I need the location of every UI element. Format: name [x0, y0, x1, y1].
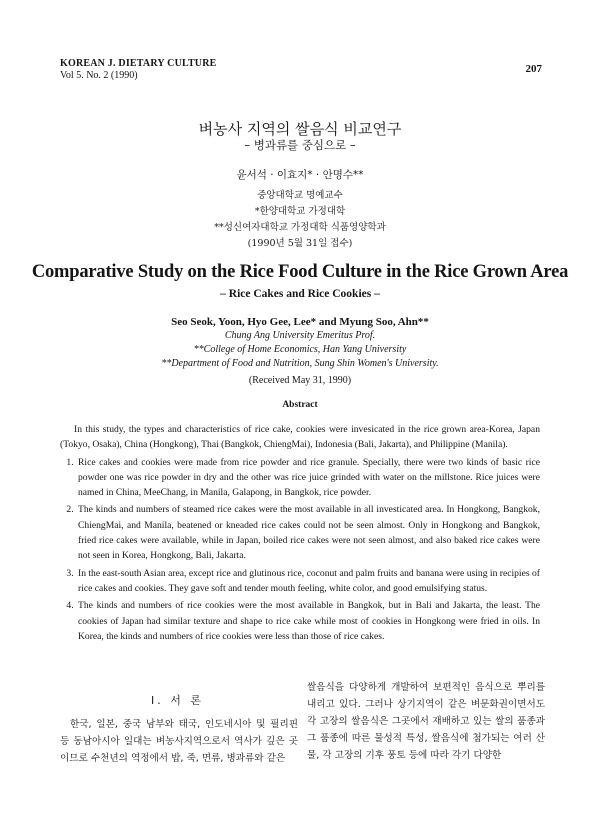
journal-volume: Vol 5. No. 2 (1990): [60, 70, 138, 81]
korean-affiliation-1: 중앙대학교 명예교수: [257, 190, 343, 201]
korean-affiliation-3: **성신여자대학교 가정대학 식품영양학과: [214, 222, 386, 233]
abstract-finding-4: 4. The kinds and numbers of rice cookies were the most available in Bangkok, but in Bali and Jakarta, the least. The cookies of Japan had similar texture and shape to rice cake while most of cookies in Hongkong were fried in oils. In Korea, the kinds and numbers of rice cookies were less than those of rice cakes.: [76, 598, 540, 644]
english-affiliation-1: Chung Ang University Emeritus Prof.: [224, 330, 376, 341]
body-right-column: [307, 679, 545, 764]
english-authors: Seo Seok, Yoon, Hyo Gee, Lee* and Myung Soo, Ahn**: [171, 316, 429, 328]
abstract-body: [60, 422, 540, 646]
body-left-column: [60, 716, 298, 767]
abstract-finding-2: 2. The kinds and numbers of steamed rice cakes were the most available in all investicated area. In Hongkong, Bangkok, ChiengMai, and Manila, beatened or kneaded rice cakes could not be seen almost. Only in Hongkong and Bangkok, fried rice cakes were available, while in Japan, boiled rice cakes were not seen almost, and also baked rice cakes were not seen in Korea, Hongkong, Bali, Jakarta.: [76, 502, 540, 563]
page-number: 207: [525, 63, 542, 75]
body-left-paragraph: 한국, 일본, 중국 남부와 태국, 인도네시아 및 필리핀 등 동남아시아 일대는 벼농사지역으로서 역사가 깊은 곳이므로 수천년의 역정에서 밥, 죽, 면류, 병과류와 같은: [60, 719, 298, 764]
english-subtitle: – Rice Cakes and Rice Cookies –: [220, 288, 380, 300]
english-received-date: (Received May 31, 1990): [248, 375, 352, 386]
journal-header: [60, 58, 217, 82]
body-right-paragraph: 쌀음식을 다양하게 개발하여 보편적인 음식으로 뿌리를 내리고 있다. 그러나 상기지역이 같은 벼문화권이면서도 각 고장의 쌀음식은 그곳에서 재배하고 있는 쌀의 품종과 그 품종에 따른 물성적 특성, 쌀음식에 첨가되는 여러 산물, 각 고장의 기후 풍토 등에 따라 각기 다양한: [307, 682, 545, 761]
journal-name: KOREAN J. DIETARY CULTURE: [60, 58, 217, 69]
english-affiliation-3: **Department of Food and Nutrition, Sung Shin Women's University.: [161, 358, 439, 369]
introduction-heading: I. 서 론: [151, 694, 204, 707]
korean-authors: 윤서석 · 이효지* · 안명수**: [236, 169, 364, 181]
abstract-findings-list: [60, 455, 540, 645]
korean-received-date: (1990년 5월 31일 접수): [247, 238, 353, 249]
korean-subtitle: – 병과류를 중심으로 –: [244, 138, 356, 152]
abstract-intro: In this study, the types and characteristics of rice cake, cookies were invesicated in the rice grown area-Korea, Japan (Tokyo, Osaka), China (Hongkong), Thai (Bangkok, ChiengMai), Indonesia (Bali, Jakarta), and Philippine (Manila).: [60, 424, 540, 451]
abstract-heading: Abstract: [282, 400, 318, 410]
abstract-finding-1: 1. Rice cakes and cookies were made from rice powder and rice granule. Specially, there were two kinds of basic rice powder one was rice powder in dry and the other was rice juice grinded with water on the millstone. Rice juices were named in China, MeeChang, in Manila, Galapong, in Bangkok, rice powder.: [76, 455, 540, 501]
korean-title: 벼농사 지역의 쌀음식 비교연구: [198, 120, 402, 138]
english-affiliation-2: **College of Home Economics, Han Yang University: [193, 344, 407, 355]
english-title: Comparative Study on the Rice Food Culture in the Rice Grown Area: [31, 262, 569, 282]
abstract-finding-3: 3. In the east-south Asian area, except rice and glutinous rice, coconut and palm fruits and banana were using in recipies of rice cakes and cookies. They gave soft and tender mouth feeling, white color, and good emulsifying status.: [76, 566, 540, 597]
korean-affiliation-2: *한양대학교 가정대학: [254, 206, 346, 217]
